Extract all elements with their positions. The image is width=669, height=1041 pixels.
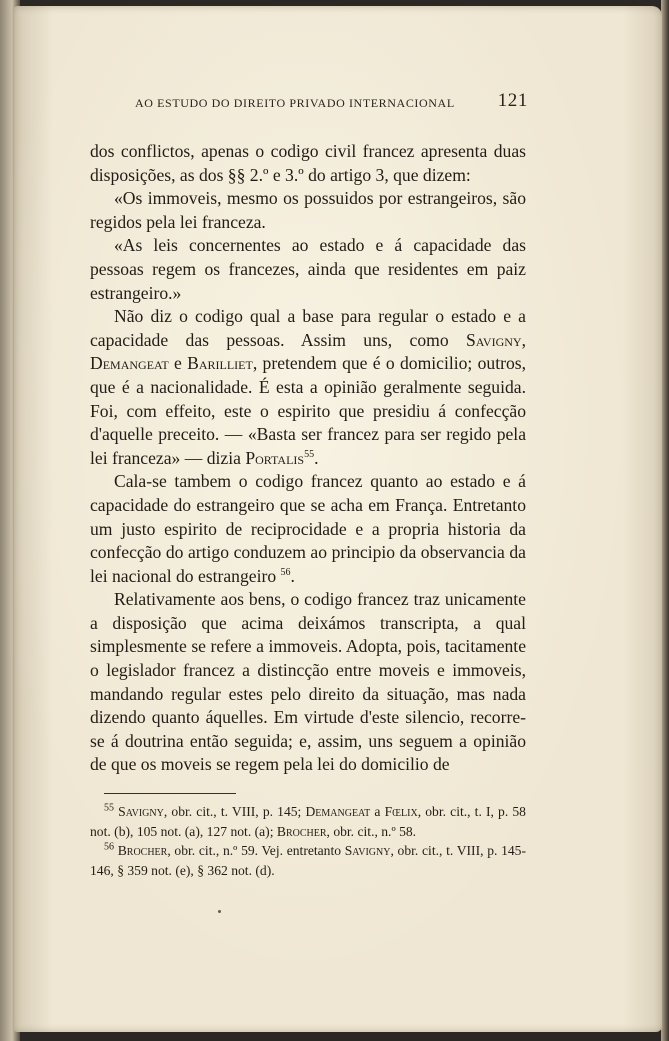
footnote-ref: 56	[280, 566, 291, 578]
text-run: , obr. cit., n.º 58.	[326, 823, 417, 839]
author-name: Savigny	[118, 804, 164, 819]
footnote-number: 55	[104, 802, 114, 814]
author-name: Portalis	[245, 447, 305, 468]
paragraph-1: dos conflictos, apenas o codigo civil francez apresenta duas disposições, as dos §§ 2.º e 3.º do artigo 3, que dizem:	[90, 141, 526, 185]
text-run: Cala-se tambem o codigo francez quanto ao estado e á capacidade do estrangeiro que se acha em França. Entretanto um justo espirito de reciprocidade e a propria historia da confecção do artigo conduzem ao principio da observancia da lei nacional do estrangeiro	[90, 471, 526, 586]
footnote-number: 56	[104, 841, 114, 853]
footnote-rule	[104, 793, 236, 794]
author-name: Brocher	[276, 823, 327, 839]
author-name: Demangeat	[90, 353, 169, 374]
ink-speck	[218, 910, 221, 913]
paragraph-4: Relativamente aos bens, o codigo francez traz unicamente a disposição que acima deixámos transcripta, a qual simplesmente se refere a immoveis. Adopta, pois, tacitamente o legislador francez a distincção entre moveis e immoveis, mandando regular estes pelo direito da situação, mas nada dizendo quanto áquelles. Em virtude d'este silencio, recorre-se á doutrina então seguida; e, assim, uns seguem a opinião de que os moveis se regem pela lei do domicilio de	[90, 589, 526, 775]
text-run: e	[168, 353, 188, 374]
paragraph-2	[90, 305, 526, 470]
text-run: .	[290, 565, 295, 586]
quote-paragraph-2: «As leis concernentes ao estado e á capacidade das pessoas regem os francezes, ainda que residentes em paiz estrangeiro.»	[90, 235, 526, 303]
footnote-55	[90, 802, 526, 841]
paragraph-3	[90, 470, 526, 588]
author-name: Demangeat	[305, 804, 371, 819]
text-run: .	[314, 447, 319, 468]
text-run: , obr. cit., t. VIII, p. 145;	[163, 804, 306, 819]
right-page-edge	[661, 0, 669, 1041]
footnote-ref: 55	[304, 448, 315, 460]
author-name: Fœlix	[384, 804, 418, 819]
main-text	[90, 140, 526, 777]
author-name: Brocher	[117, 843, 168, 858]
author-name: Savigny	[344, 843, 391, 858]
text-run: , pretendem que é o domicilio; outros, que é a nacionalidade. É esta a opinião geralmente seguida. Foi, com effeito, este o espirito que presidiu á confecção d'aquelle preceito. — «Basta ser francez para ser regido pela lei franceza» — dizia	[90, 353, 527, 468]
text-run: , obr. cit., t. VIII, p. 145-146, § 359 not. (e), § 362 not. (d).	[90, 843, 526, 878]
text-run: , obr. cit., t. I, p. 58 not. (b), 105 not. (a), 127 not. (a);	[90, 804, 526, 839]
text-run: Não diz o codigo qual a base para regular o estado e a capacidade das pessoas. Assim uns, como	[90, 306, 526, 350]
footnotes	[90, 802, 526, 880]
author-name: Savigny	[466, 329, 522, 350]
running-title: AO ESTUDO DO DIREITO PRIVADO INTERNACIONAL	[135, 96, 455, 110]
page-number: 121	[497, 90, 528, 111]
author-name: Barilliet	[187, 353, 253, 374]
text-run: , obr. cit., n.º 59. Vej. entretanto	[167, 843, 345, 858]
footnote-56	[90, 841, 526, 880]
text-run: ,	[521, 329, 526, 350]
text-run: a	[370, 804, 385, 819]
quote-paragraph-1: «Os immoveis, mesmo os possuidos por estrangeiros, são regidos pela lei franceza.	[90, 188, 526, 232]
